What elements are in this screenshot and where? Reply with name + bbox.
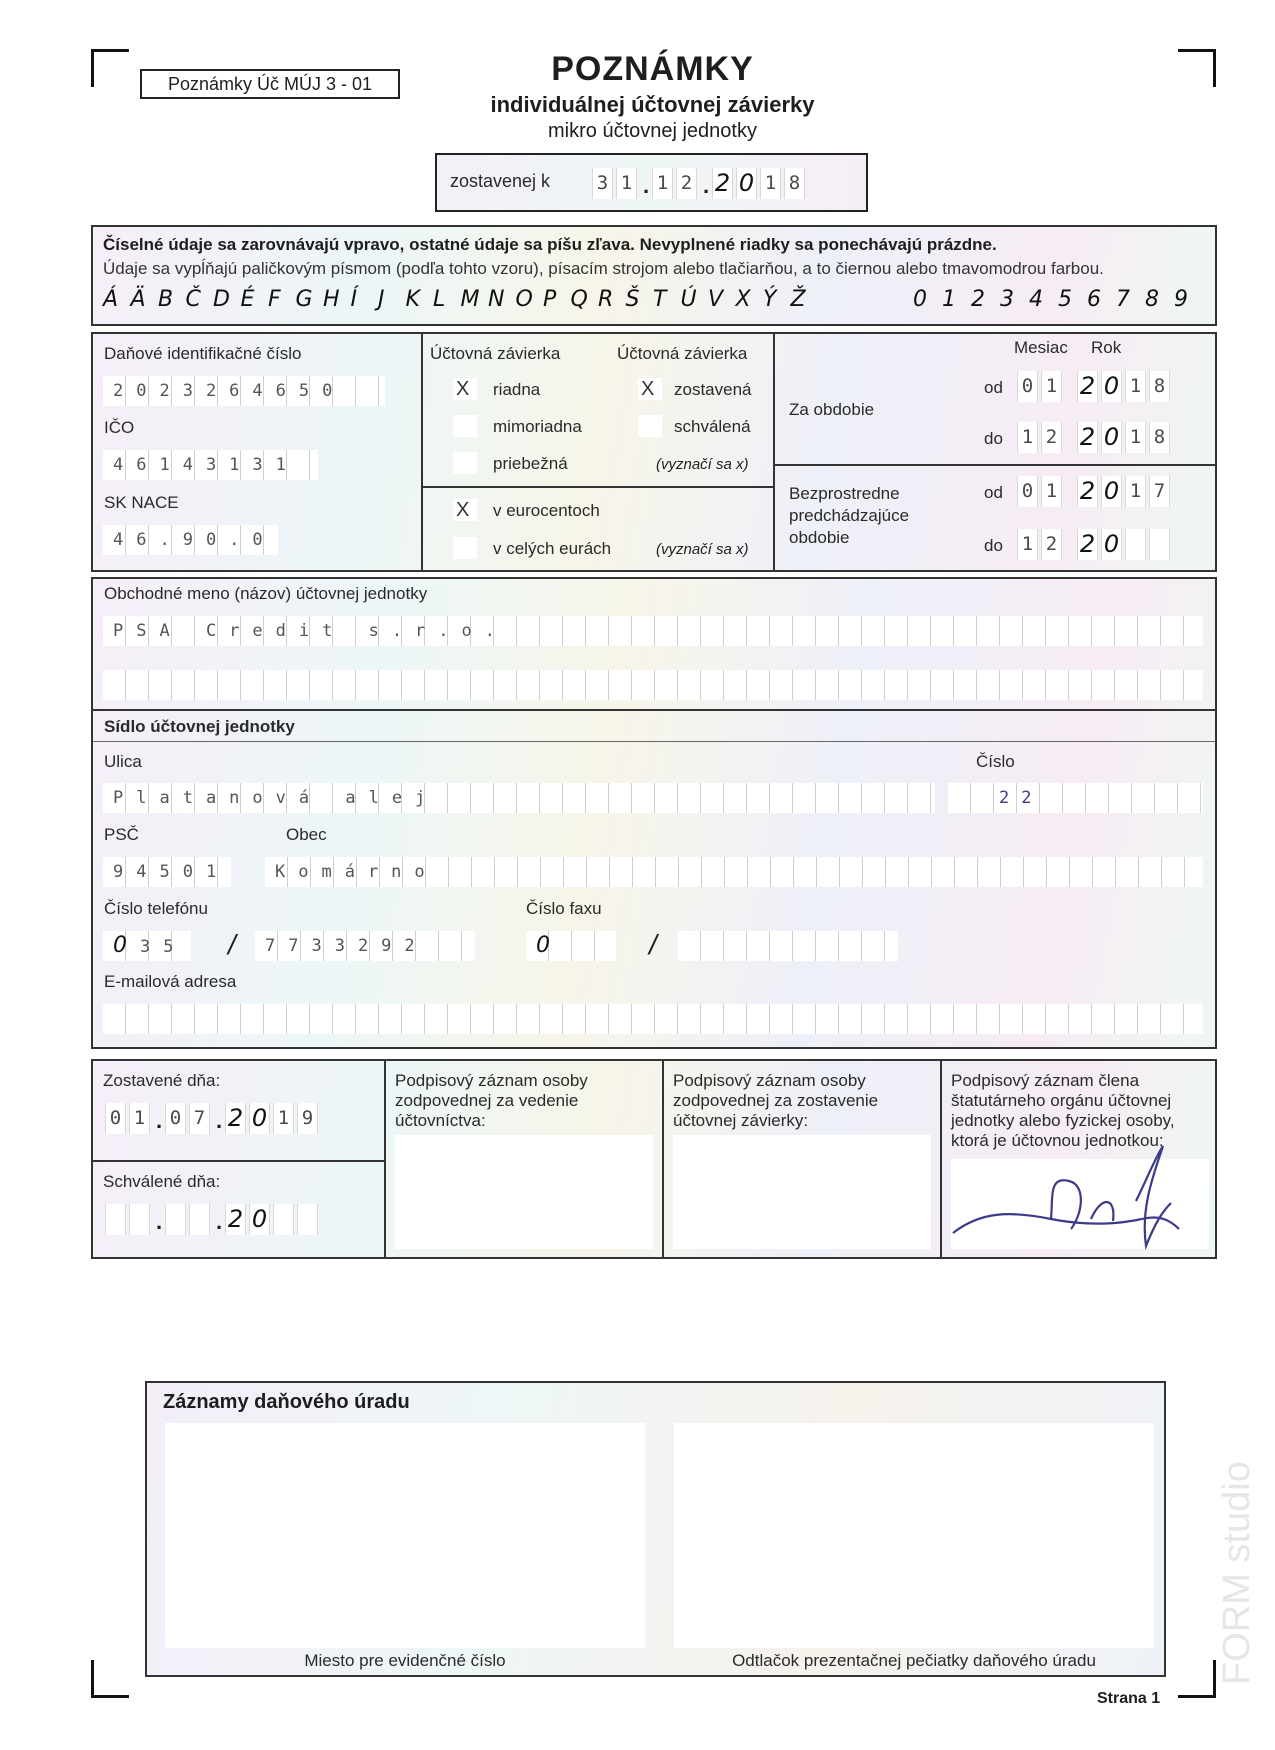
from-label: od <box>984 378 1003 397</box>
closure-col1-label: Účtovná závierka <box>430 344 561 363</box>
divider <box>421 486 775 488</box>
compiled-on-label: Zostavené dňa: <box>103 1071 221 1090</box>
evidence-number-area[interactable] <box>165 1423 645 1648</box>
mimoriadna-label: mimoriadna <box>493 417 582 436</box>
date-cell <box>165 1204 186 1235</box>
identification-section <box>91 332 1217 572</box>
month-cell: 0 <box>1017 371 1038 402</box>
sample-letter: F <box>268 287 281 312</box>
compiled-date-cells[interactable] <box>592 168 808 204</box>
prev-period-label-2: predchádzajúce <box>789 506 910 525</box>
date-cell: 0 <box>249 1204 270 1235</box>
phone-slash: / <box>228 929 236 960</box>
divider <box>662 1061 664 1257</box>
date-cell: 0 <box>105 1103 126 1134</box>
sample-digit: 4 <box>1029 287 1043 312</box>
sample-letter: Ý <box>763 287 777 312</box>
page-title: POZNÁMKY <box>551 50 754 88</box>
nace-label: SK NACE <box>104 493 179 512</box>
date-separator: . <box>215 1209 223 1234</box>
date-cell: 1 <box>129 1103 150 1134</box>
instructions-line-1: Číselné údaje sa zarovnávajú vpravo, ostatné údaje sa píšu zľava. Nevyplnené riadky sa ponechávajú prázdne. <box>103 235 997 254</box>
whole-euro-checkbox[interactable] <box>453 537 477 559</box>
sample-letter: Ä <box>130 287 146 312</box>
number-label: Číslo <box>976 752 1015 771</box>
sample-letter: H <box>323 287 340 312</box>
date-cell: 1 <box>652 168 673 199</box>
registration-mark-bottom-left <box>91 1660 129 1698</box>
sample-digit: 2 <box>971 287 985 312</box>
mimoriadna-checkbox[interactable] <box>453 415 477 437</box>
fax-slash: / <box>649 929 657 960</box>
fax-number-input[interactable] <box>678 931 898 961</box>
psc-label: PSČ <box>104 825 139 844</box>
sig2-label: Podpisový záznam osoby zodpovednej za zostavenie účtovnej závierky: <box>673 1071 879 1130</box>
year-cell: 1 <box>1125 422 1146 453</box>
dic-label: Daňové identifikačné číslo <box>104 344 302 363</box>
month-cell: 1 <box>1041 371 1062 402</box>
year-cell: 2 <box>1077 476 1098 507</box>
date-cell: 2 <box>225 1204 246 1235</box>
date-cell <box>297 1204 318 1235</box>
phone-prefix-input[interactable] <box>103 931 191 961</box>
priebezna-label: priebežná <box>493 454 568 473</box>
month-cell: 2 <box>1041 422 1062 453</box>
prev-period-label-3: obdobie <box>789 528 850 547</box>
date-separator: . <box>155 1108 163 1133</box>
date-cell <box>273 1204 294 1235</box>
schvalena-checkbox[interactable] <box>638 415 662 437</box>
checkbox-mark: X <box>456 499 470 521</box>
year-cell: 8 <box>1149 371 1170 402</box>
stamp-area[interactable] <box>674 1423 1154 1648</box>
form-code: Poznámky Úč MÚJ 3 - 01 <box>140 69 400 99</box>
date-cell: 2 <box>712 168 733 199</box>
watermark: FORM studio <box>1216 1461 1258 1685</box>
street-input[interactable]: Platanová alej <box>103 783 935 813</box>
eurocent-label: v eurocentoch <box>493 501 600 520</box>
zostavena-checkbox[interactable] <box>638 378 662 400</box>
sample-letter: L <box>433 287 446 312</box>
sample-letter: G <box>295 287 313 312</box>
divider <box>93 741 1215 742</box>
street-label: Ulica <box>104 752 142 771</box>
divider <box>421 334 423 570</box>
seat-label: Sídlo účtovnej jednotky <box>104 717 295 736</box>
divider <box>384 1061 386 1257</box>
year-cell: 7 <box>1149 476 1170 507</box>
sample-digit: 6 <box>1087 287 1101 312</box>
sample-digit: 0 <box>913 287 927 312</box>
whole-euro-label: v celých eurách <box>493 539 612 558</box>
prev-from-cells[interactable] <box>1017 476 1173 507</box>
fax-prefix-input[interactable]: 0 <box>526 931 616 961</box>
phone-number-input[interactable]: 7733292 <box>255 931 475 961</box>
email-label: E-mailová adresa <box>104 972 237 991</box>
stamp-caption: Odtlačok prezentačnej pečiatky daňového úradu <box>732 1651 1096 1670</box>
month-cell: 1 <box>1041 476 1062 507</box>
date-cell: 1 <box>760 168 781 199</box>
sample-digit: 1 <box>942 287 956 312</box>
date-cell: 8 <box>784 168 805 199</box>
year-cell: 0 <box>1101 476 1122 507</box>
sample-letter: N <box>488 287 505 312</box>
sample-digit: 9 <box>1174 287 1188 312</box>
sample-letter: Ž <box>790 287 806 312</box>
registration-mark-top-right <box>1178 49 1216 87</box>
email-input[interactable] <box>103 1004 1203 1034</box>
spacer <box>1065 422 1077 453</box>
divider <box>93 709 1215 711</box>
date-cell: 1 <box>273 1103 294 1134</box>
year-cell: 0 <box>1101 529 1122 560</box>
month-cell: 1 <box>1017 529 1038 560</box>
year-cell: 1 <box>1125 371 1146 402</box>
prev-period-label-1: Bezprostredne <box>789 484 900 503</box>
sample-letter: O <box>515 287 533 312</box>
date-cell <box>189 1204 210 1235</box>
sample-letter: É <box>240 287 255 312</box>
name-input-line-1[interactable]: PSA Credit s.r.o. <box>103 616 1203 646</box>
eurocent-checkbox[interactable] <box>453 499 477 521</box>
zostavena-label: zostavená <box>674 380 752 399</box>
psc-input[interactable]: 94501 <box>103 857 231 887</box>
sample-letter: Ú <box>680 287 697 312</box>
date-separator: . <box>642 173 650 198</box>
sig3-label: Podpisový záznam člena štatutárneho orgánu účtovnej jednotky alebo fyzickej osoby, ktorá je účtovnou jednotkou: <box>951 1071 1175 1150</box>
date-cell: 2 <box>676 168 697 199</box>
page-number: Strana 1 <box>1097 1690 1161 1707</box>
to-label: do <box>984 429 1003 448</box>
approved-on-label: Schválené dňa: <box>103 1172 221 1191</box>
tax-office-title: Záznamy daňového úradu <box>163 1391 410 1413</box>
instructions-line-2: Údaje sa vypĺňajú paličkovým písmom (podľa tohto vzoru), písacím strojom alebo tlačiarňou, a to čiernou alebo tmavomodrou farbou. <box>103 259 1104 278</box>
tax-office-section <box>145 1381 1166 1677</box>
dic-input[interactable]: 2023264650 <box>103 376 385 406</box>
year-cell: 8 <box>1149 422 1170 453</box>
month-cell: 0 <box>1017 476 1038 507</box>
entity-section <box>91 577 1217 1049</box>
sample-letter: Č <box>185 287 201 312</box>
spacer <box>1065 371 1077 402</box>
mark-note-2: (vyznačí sa x) <box>656 541 749 558</box>
divider <box>93 1160 386 1162</box>
spacer <box>1065 529 1077 560</box>
sample-letter: B <box>158 287 174 312</box>
date-separator: . <box>215 1108 223 1133</box>
closure-col2-label: Účtovná závierka <box>617 344 748 363</box>
date-cell: 0 <box>165 1103 186 1134</box>
checkbox-mark: X <box>456 378 470 400</box>
sample-letter: R <box>598 287 614 312</box>
compiled-on-cells[interactable] <box>105 1103 321 1139</box>
sample-letter: Q <box>570 287 588 312</box>
divider <box>773 334 775 570</box>
phone-prefix-first: 0 <box>113 933 140 958</box>
year-cell: 2 <box>1077 371 1098 402</box>
sample-digits <box>913 287 1203 312</box>
approved-on-cells[interactable] <box>105 1204 321 1240</box>
year-cell: 1 <box>1125 476 1146 507</box>
date-cell: 1 <box>616 168 637 199</box>
registration-mark-bottom-right <box>1178 1660 1216 1698</box>
month-label: Mesiac <box>1014 338 1068 357</box>
for-period-label: Za obdobie <box>789 400 875 419</box>
ico-label: IČO <box>104 418 135 437</box>
month-cell: 1 <box>1017 422 1038 453</box>
handwritten-signature <box>941 1141 1216 1261</box>
sample-alphabet <box>103 287 818 312</box>
current-to-cells[interactable] <box>1017 422 1173 453</box>
compiled-date-box <box>435 153 868 212</box>
priebezna-checkbox[interactable] <box>453 452 477 474</box>
prev-from-label: od <box>984 483 1003 502</box>
year-cell <box>1149 529 1170 560</box>
evidence-number-caption: Miesto pre evidenčné číslo <box>304 1651 506 1670</box>
date-separator: . <box>155 1209 163 1234</box>
sample-letter: X <box>735 287 751 312</box>
sig1-label: Podpisový záznam osoby zodpovednej za vedenie účtovníctva: <box>395 1071 588 1130</box>
year-cell: 2 <box>1077 422 1098 453</box>
riadna-checkbox[interactable] <box>453 378 477 400</box>
month-cell: 2 <box>1041 529 1062 560</box>
year-cell: 0 <box>1101 371 1122 402</box>
sample-digit: 7 <box>1116 287 1130 312</box>
sample-letter: M <box>460 287 480 312</box>
year-cell: 2 <box>1077 529 1098 560</box>
phone-label: Číslo telefónu <box>104 899 208 918</box>
number-input[interactable] <box>948 783 1203 813</box>
date-cell: 0 <box>736 168 757 199</box>
sample-digit: 3 <box>1000 287 1014 312</box>
sig1-area[interactable] <box>395 1135 653 1249</box>
instructions-box <box>91 225 1217 326</box>
riadna-label: riadna <box>493 380 541 399</box>
date-cell <box>105 1204 126 1235</box>
sig2-area[interactable] <box>673 1135 931 1249</box>
sample-letter: D <box>213 287 230 312</box>
registration-mark-top-left <box>91 49 129 87</box>
sample-letter: V <box>708 287 724 312</box>
sample-letter: P <box>543 287 557 312</box>
sample-digit: 8 <box>1145 287 1159 312</box>
prev-to-cells[interactable] <box>1017 529 1173 560</box>
phone-prefix-rest: 35 <box>140 937 187 957</box>
mark-note: (vyznačí sa x) <box>656 456 749 473</box>
nace-input[interactable]: 46.90.0 <box>103 525 278 555</box>
city-input[interactable]: Komárno <box>265 857 1203 887</box>
checkbox-mark: X <box>641 378 655 400</box>
date-separator: . <box>702 173 710 198</box>
date-cell: 2 <box>225 1103 246 1134</box>
sample-digit: 5 <box>1058 287 1072 312</box>
page-subtitle: individuálnej účtovnej závierky <box>490 92 815 117</box>
compiled-label: zostavenej k <box>450 171 551 191</box>
page-subtitle-2: mikro účtovnej jednotky <box>548 120 757 142</box>
date-cell: 3 <box>592 168 613 199</box>
name-label: Obchodné meno (názov) účtovnej jednotky <box>104 584 428 603</box>
city-label: Obec <box>286 825 327 844</box>
spacer <box>1065 476 1077 507</box>
sample-letter: Á <box>103 287 119 312</box>
fax-label: Číslo faxu <box>526 899 602 918</box>
number-value: 22 <box>999 788 1044 808</box>
signature-section <box>91 1059 1217 1259</box>
sample-letter: T <box>653 287 667 312</box>
year-label: Rok <box>1091 338 1122 357</box>
current-from-cells[interactable] <box>1017 371 1173 402</box>
date-cell <box>129 1204 150 1235</box>
prev-to-label: do <box>984 536 1003 555</box>
sample-letter: K <box>405 287 420 312</box>
ico-input[interactable]: 46143131 <box>103 450 318 480</box>
sample-letter: J <box>378 287 385 312</box>
year-cell <box>1125 529 1146 560</box>
date-cell: 7 <box>189 1103 210 1134</box>
divider <box>773 464 1215 466</box>
sample-letter: Í <box>350 287 357 312</box>
schvalena-label: schválená <box>674 417 751 436</box>
year-cell: 0 <box>1101 422 1122 453</box>
sample-letter: Š <box>625 287 640 312</box>
date-cell: 0 <box>249 1103 270 1134</box>
date-cell: 9 <box>297 1103 318 1134</box>
name-input-line-2[interactable] <box>103 670 1203 700</box>
